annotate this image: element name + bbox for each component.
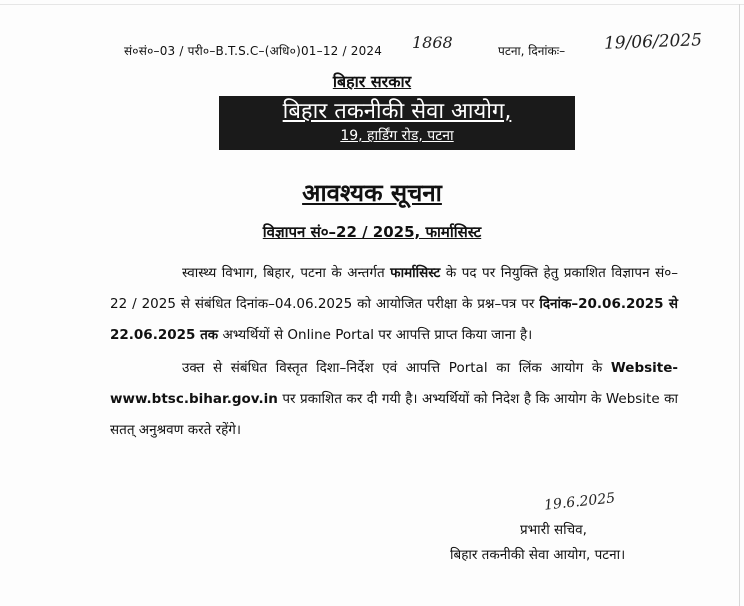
para1-text-1: स्वास्थ्य विभाग, बिहार, पटना के अन्तर्गत — [182, 265, 391, 281]
signature-handwritten-date: 19.6.2025 — [543, 490, 616, 514]
paragraph-2 — [110, 353, 678, 446]
reference-handwritten-number: 1868 — [412, 33, 453, 52]
para1-text-2: के पद पर नियुक्ति हेतु प्रकाशित विज्ञापन सं०–22 / 2025 से संबंधित दिनांक–04.06.2025 को आयोजित परीक्षा के प्रश्न–पत्र पर — [110, 265, 678, 312]
objection-dates: दिनांक–20.06.2025 से 22.06.2025 तक — [110, 296, 678, 343]
signatory-designation: प्रभारी सचिव, — [520, 522, 587, 538]
commission-name: बिहार तकनीकी सेवा आयोग, — [282, 99, 512, 124]
government-heading: बिहार सरकार — [332, 72, 412, 91]
para2-text-2: पर प्रकाशित कर दी गयी है। अभ्यर्थियों को निदेश है कि आयोग के Website का सतत् अनुश्रवण करते रहेंगे। — [110, 391, 678, 438]
scan-frame-right — [739, 4, 740, 606]
website-reference: Website- www.btsc.bihar.gov.in — [110, 360, 678, 407]
place-date-label: पटना, दिनांकः– — [498, 44, 566, 58]
signatory-organization: बिहार तकनीकी सेवा आयोग, पटना। — [450, 547, 626, 563]
notice-title: आवश्यक सूचना — [302, 179, 442, 207]
reference-number: सं०सं०–03 / परी०–B.T.S.C–(अधि०)01–12 / 2024 — [124, 44, 383, 58]
post-name: फार्मासिस्ट — [390, 265, 441, 281]
commission-banner — [219, 96, 575, 150]
scan-frame-top — [0, 4, 744, 5]
paragraph-1 — [110, 258, 678, 351]
commission-address: 19, हार्डिंग रोड, पटना — [340, 128, 454, 144]
advertisement-number: विज्ञापन सं०–22 / 2025, फार्मासिस्ट — [262, 223, 482, 241]
para2-text-1: उक्त से संबंधित विस्तृत दिशा–निर्देश एवं आपत्ति Portal का लिंक आयोग के — [182, 360, 611, 376]
handwritten-date: 19/06/2025 — [603, 30, 703, 54]
notice-body — [110, 258, 678, 446]
para1-text-3: अभ्यर्थियों से Online Portal पर आपत्ति प्राप्त किया जाना है। — [218, 327, 533, 343]
